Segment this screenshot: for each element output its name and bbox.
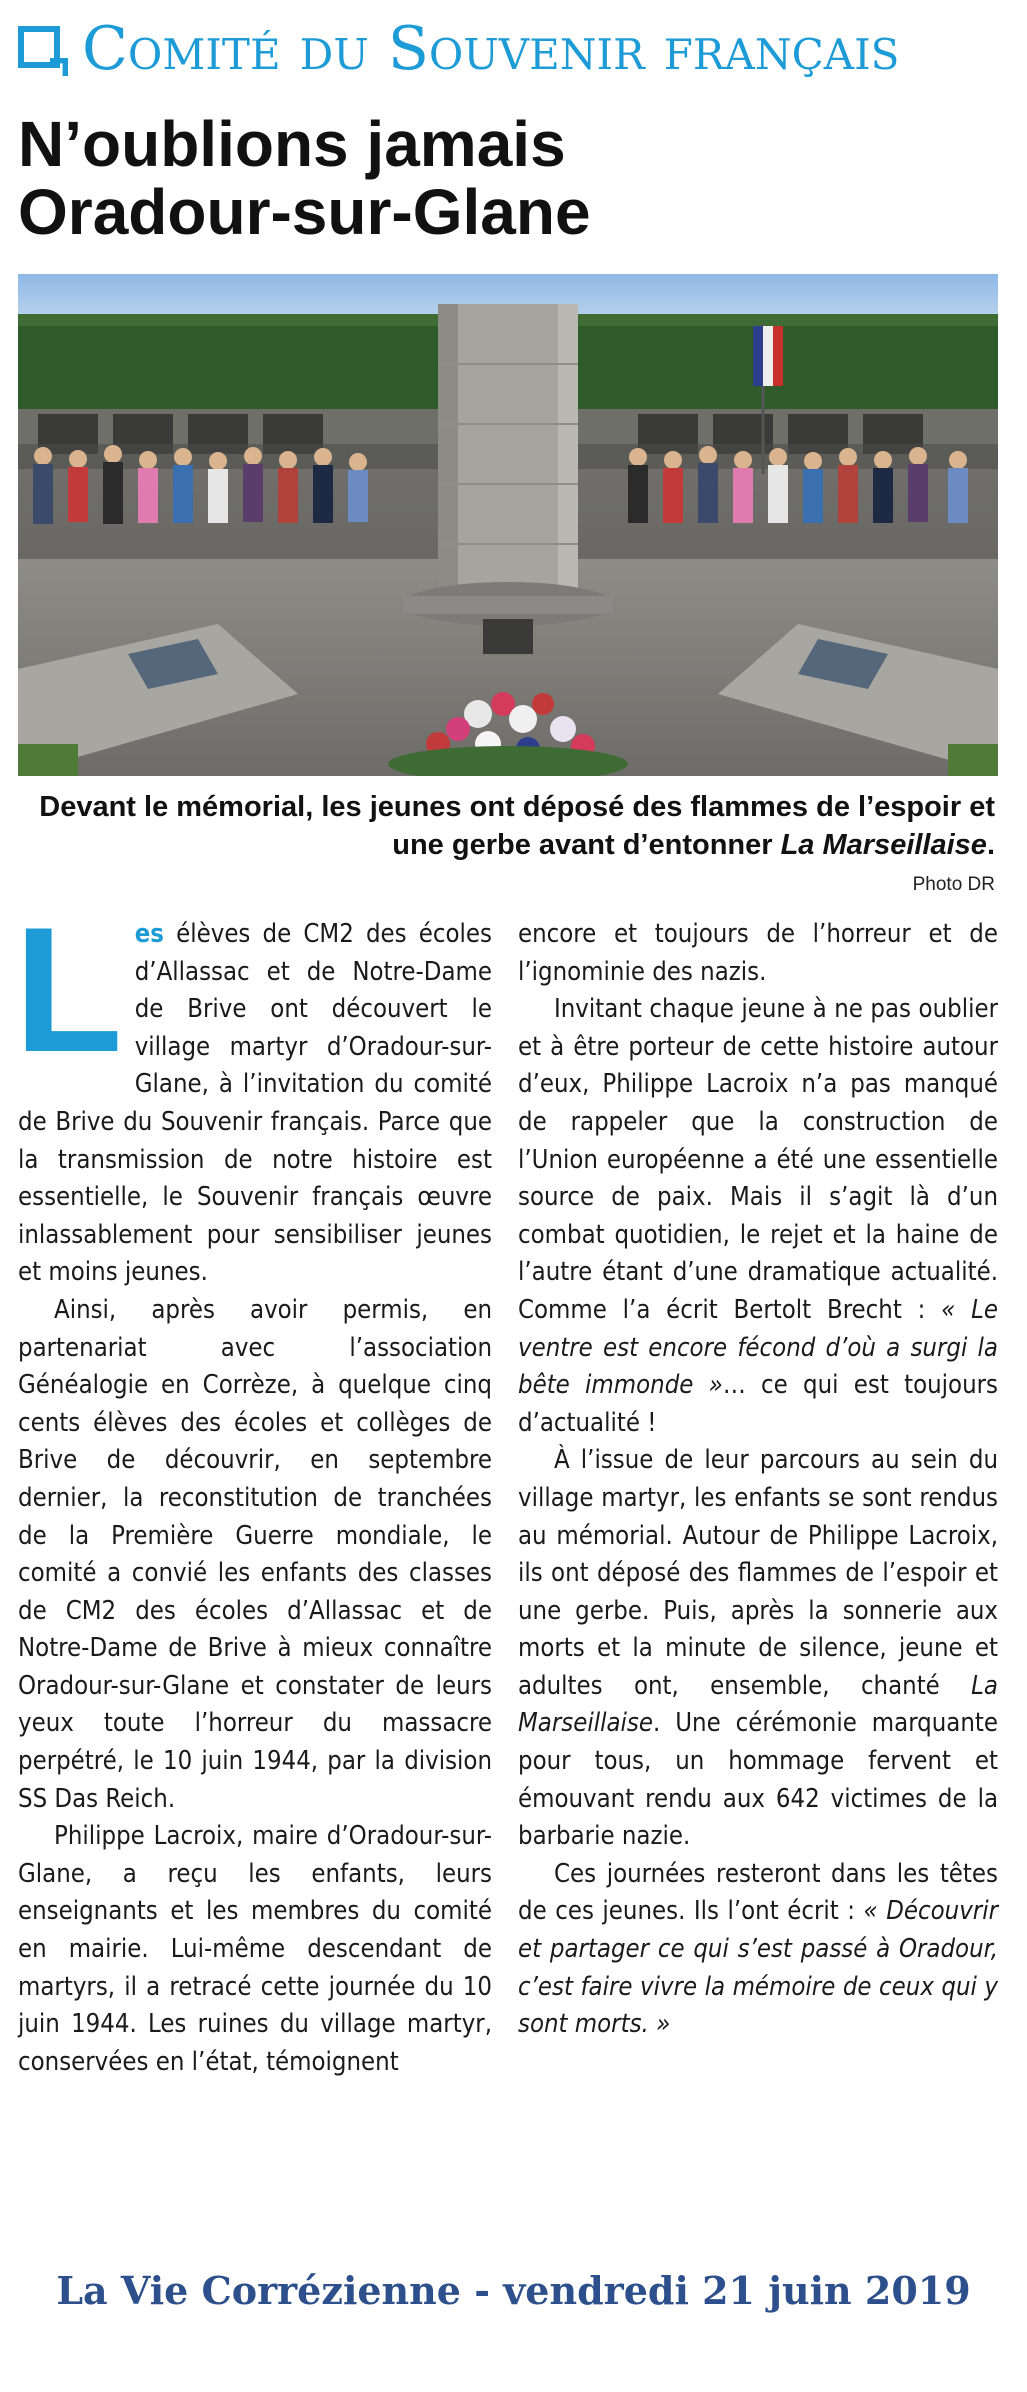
paragraph-5 (518, 1442, 998, 1856)
children-quote: « Découvrir et partager ce qui s’est passé à Oradour, c’est faire vivre la mémoire de ceux qui y sont morts. » (518, 1896, 999, 2040)
lead-word: es (134, 919, 164, 949)
headline-line-2: Oradour-sur-Glane (18, 176, 591, 248)
paragraph-2: Ainsi, après avoir permis, en partenariat avec l’association Généalogie en Corrèze, à quelque cinq cents élèves des écoles et collèges de Brive de découvrir, en septembre dernier, la reconstitution de tranchées de la Première Guerre mondiale, le comité a convié les enfants des classes de CM2 des écoles d’Allassac et de Notre-Dame de Brive à mieux connaître Oradour-sur-Glane et constater de leurs yeux toute l’horreur du massacre perpétré, le 10 juin 1944, par la division SS Das Reich. (18, 1294, 492, 1814)
memorial-photo-illustration (18, 274, 998, 776)
headline (18, 110, 1008, 246)
memorial-photo (18, 274, 998, 776)
article-column-right (518, 916, 998, 2044)
paragraph-3-continued: encore et toujours de l’horreur et de l’ignominie des nazis. (518, 919, 998, 987)
paragraph-5-text: À l’issue de leur parcours au sein du village martyr, les enfants se sont rendus au mémorial. Autour de Philippe Lacroix, ils ont déposé des flammes de l’espoir et une gerbe. Puis, après la sonnerie aux morts et la minute de silence, jeune et adultes ont, ensemble, chanté (518, 1445, 998, 1701)
paragraph-6-text: Ces journées resteront dans les têtes de ces jeunes. Ils l’ont écrit : (518, 1858, 998, 1927)
paragraph-5-end: . Une cérémonie marquante pour tous, un hommage fervent et émouvant rendu aux 642 victimes de la barbarie nazie. (518, 1708, 998, 1852)
photo-caption (18, 788, 995, 864)
marseillaise-title: La Marseillaise (518, 1670, 998, 1739)
paragraph-6 (518, 1856, 998, 2044)
caption-italic: La Marseillaise (780, 829, 987, 861)
dropcap: L (14, 890, 123, 1089)
brecht-quote: « Le ventre est encore fécond d’où a surgi la bête immonde » (518, 1294, 999, 1401)
paragraph-4-text: Invitant chaque jeune à ne pas oublier et à être porteur de cette histoire autour d’eux, Philippe Lacroix n’a pas manqué de rappeler que la construction de l’Union européenne a été une essentielle source de paix. Mais il s’agit là d’un combat quotidien, le rejet et la haine de l’autre étant d’une dramatique actualité. Comme l’a écrit Bertolt Brecht : (518, 994, 998, 1325)
paragraph-3: Philippe Lacroix, maire d’Oradour-sur-Glane, a reçu les enfants, leurs enseignants et les membres du comité en mairie. Lui-même descendant de martyrs, il a retracé cette journée du 10 juin 1944. Les ruines du village martyr, conservées en l’état, témoignent (18, 1821, 492, 2077)
headline-line-1: N’oublions jamais (18, 108, 566, 180)
paragraph-1 (14, 890, 492, 1292)
paragraph-4-end: … ce qui est toujours d’actualité ! (518, 1370, 999, 1438)
paragraph-4 (518, 991, 998, 1442)
rubric-header (18, 14, 1018, 84)
paragraph-1-text: élèves de CM2 des écoles d’Allassac et de Notre-Dame de Brive ont découvert le village martyr d’Oradour-sur-Glane, à l’invitation du comité de Brive du Souvenir français. Parce que la transmission de notre histoire est essentielle, le Souvenir français œuvre inlassablement pour sensibiliser jeunes et moins jeunes. (18, 919, 492, 1288)
publication-footer: La Vie Corrézienne - vendredi 21 juin 2019 (56, 2268, 971, 2313)
article-column-left (14, 890, 492, 2081)
square-bracket-icon (18, 26, 60, 68)
caption-text: Devant le mémorial, les jeunes ont déposé des flammes de l’espoir et une gerbe avant d’entonner (39, 791, 995, 861)
photo-credit: Photo DR (912, 874, 995, 895)
caption-period: . (986, 829, 995, 861)
rubric-title: Comité du Souvenir français (82, 14, 900, 84)
